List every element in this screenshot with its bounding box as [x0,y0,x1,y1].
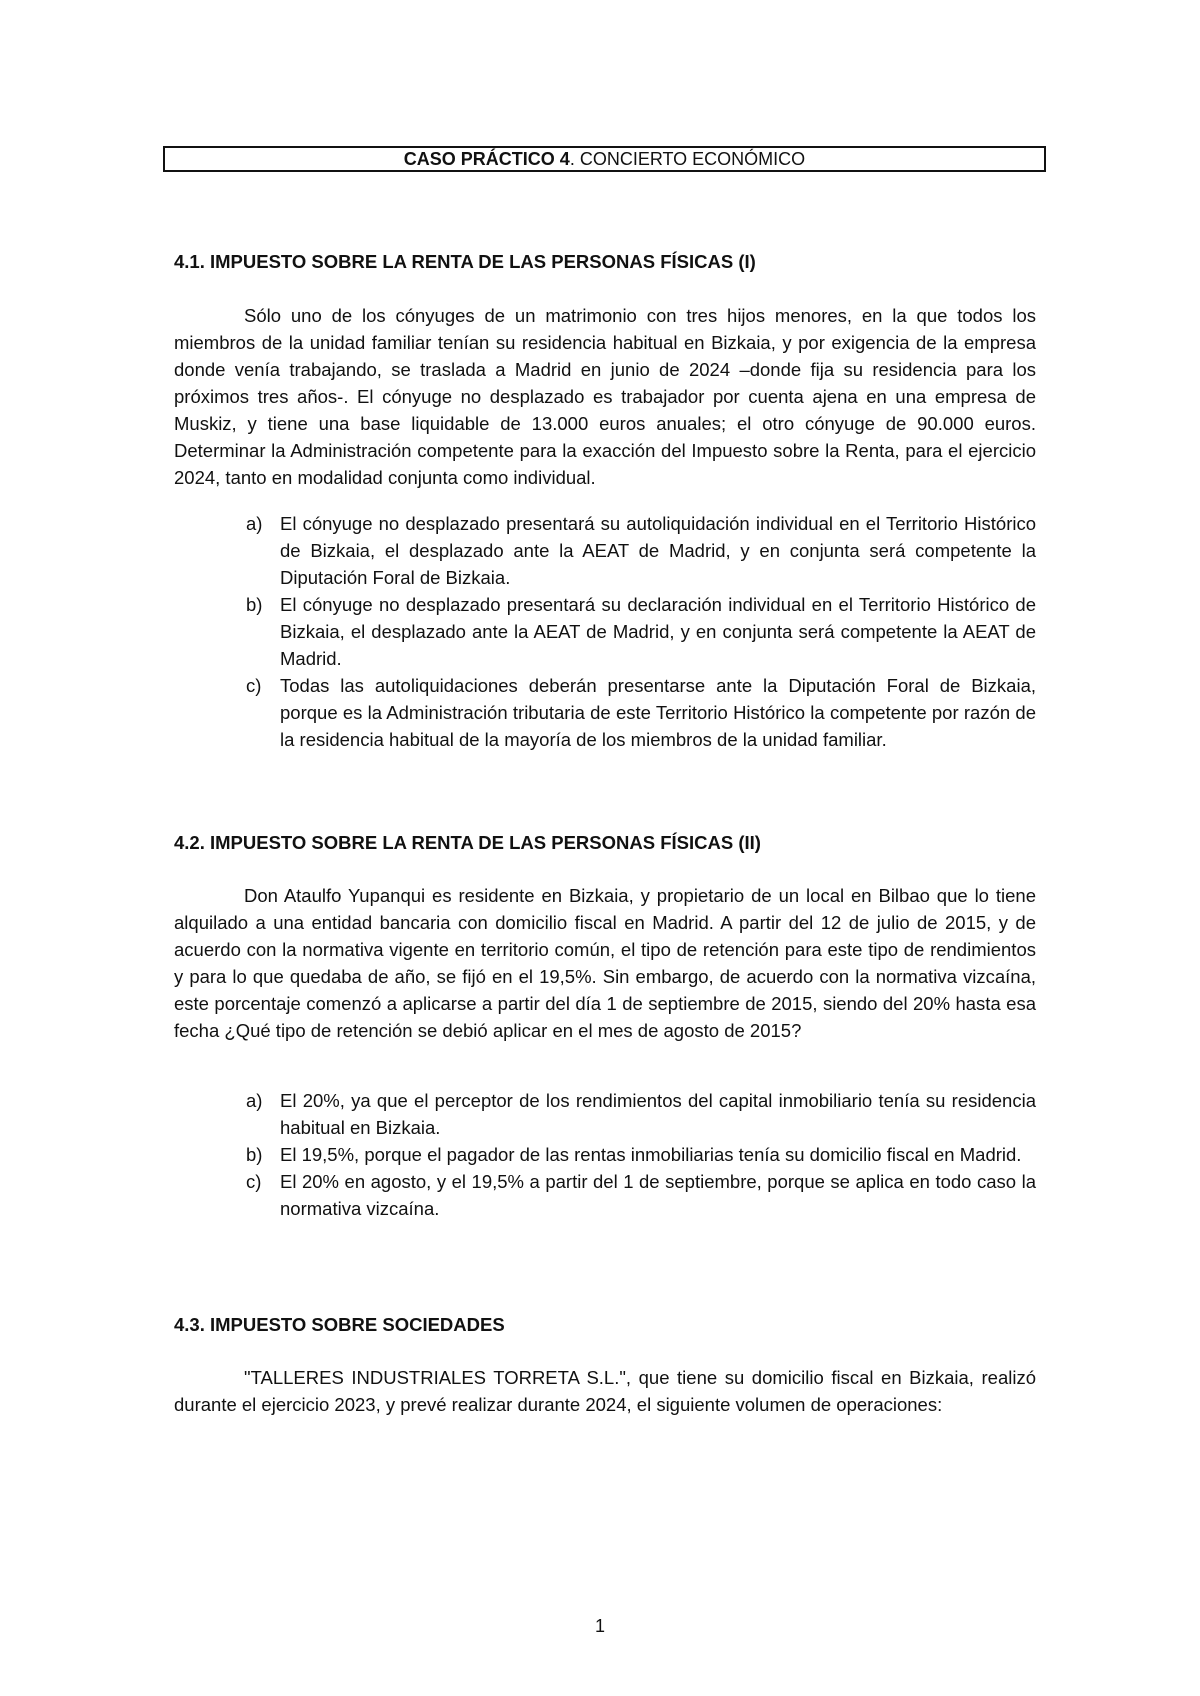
option-text: El 20% en agosto, y el 19,5% a partir del 1 de septiembre, porque se aplica en todo caso la normativa vizcaína. [280,1171,1036,1219]
option-4-1-c [246,672,1036,753]
option-text: El 19,5%, porque el pagador de las rentas inmobiliarias tenía su domicilio fiscal en Madrid. [280,1144,1022,1165]
page-number: 1 [594,1616,605,1636]
section-paragraph-4-2: Don Ataulfo Yupanqui es residente en Bizkaia, y propietario de un local en Bilbao que lo tiene alquilado a una entidad bancaria con domicilio fiscal en Madrid. A partir del 12 de julio de 2015, y de acuerdo con la normativa vigente en territorio común, el tipo de retención para este tipo de rendimientos y para lo que quedaba de año, se fijó en el 19,5%. Sin embargo, de acuerdo con la normativa vizcaína, este porcentaje comenzó a aplicarse a partir del día 1 de septiembre de 2015, siendo del 20% hasta esa fecha ¿Qué tipo de retención se debió aplicar en el mes de agosto de 2015? [174,885,1036,1041]
option-letter: b) [246,1144,263,1165]
section-paragraph-4-1: Sólo uno de los cónyuges de un matrimonio con tres hijos menores, en la que todos los miembros de la unidad familiar tenían su residencia habitual en Bizkaia, y por exigencia de la empresa donde venía trabajando, se traslada a Madrid en junio de 2024 –donde fija su residencia para los próximos tres años-. El cónyuge no desplazado es trabajador por cuenta ajena en una empresa de Muskiz, y tiene una base liquidable de 13.000 euros anuales; el otro cónyuge de 90.000 euros. Determinar la Administración competente para la exacción del Impuesto sobre la Renta, para el ejercicio 2024, tanto en modalidad conjunta como individual. [174,305,1036,488]
option-text: El cónyuge no desplazado presentará su declaración individual en el Territorio Histórico de Bizkaia, el desplazado ante la AEAT de Madrid, y en conjunta será competente la AEAT de Madrid. [280,594,1036,669]
option-4-2-b [246,1141,1036,1168]
option-4-2-c [246,1168,1036,1222]
option-letter: a) [246,513,263,534]
section-heading-4-2: 4.2. IMPUESTO SOBRE LA RENTA DE LAS PERSONAS FÍSICAS (II) [174,832,761,853]
option-letter: b) [246,594,263,615]
case-title-bold: CASO PRÁCTICO 4 [403,149,570,169]
option-text: El cónyuge no desplazado presentará su autoliquidación individual en el Territorio Histórico de Bizkaia, el desplazado ante la AEAT de Madrid, y en conjunta será competente la Diputación Foral de Bizkaia. [280,513,1036,588]
section-heading-4-1: 4.1. IMPUESTO SOBRE LA RENTA DE LAS PERSONAS FÍSICAS (I) [174,251,756,272]
section-paragraph-4-3: "TALLERES INDUSTRIALES TORRETA S.L.", que tiene su domicilio fiscal en Bizkaia, realizó durante el ejercicio 2023, y prevé realizar durante 2024, el siguiente volumen de operaciones: [174,1367,1036,1415]
option-4-2-a [246,1087,1036,1141]
option-text: El 20%, ya que el perceptor de los rendimientos del capital inmobiliario tenía su residencia habitual en Bizkaia. [280,1090,1036,1138]
option-letter: c) [246,1171,262,1192]
option-4-1-a [246,510,1036,591]
options-list-4-1 [246,510,1036,753]
case-title-rest: . CONCIERTO ECONÓMICO [569,149,806,169]
option-letter: a) [246,1090,263,1111]
option-4-1-b [246,591,1036,672]
option-letter: c) [246,675,262,696]
options-list-4-2 [246,1087,1036,1222]
section-heading-4-3: 4.3. IMPUESTO SOBRE SOCIEDADES [174,1314,505,1335]
case-title-box [163,146,1046,172]
option-text: Todas las autoliquidaciones deberán presentarse ante la Diputación Foral de Bizkaia, porque es la Administración tributaria de este Territorio Histórico la competente por razón de la residencia habitual de la mayoría de los miembros de la unidad familiar. [280,675,1036,750]
